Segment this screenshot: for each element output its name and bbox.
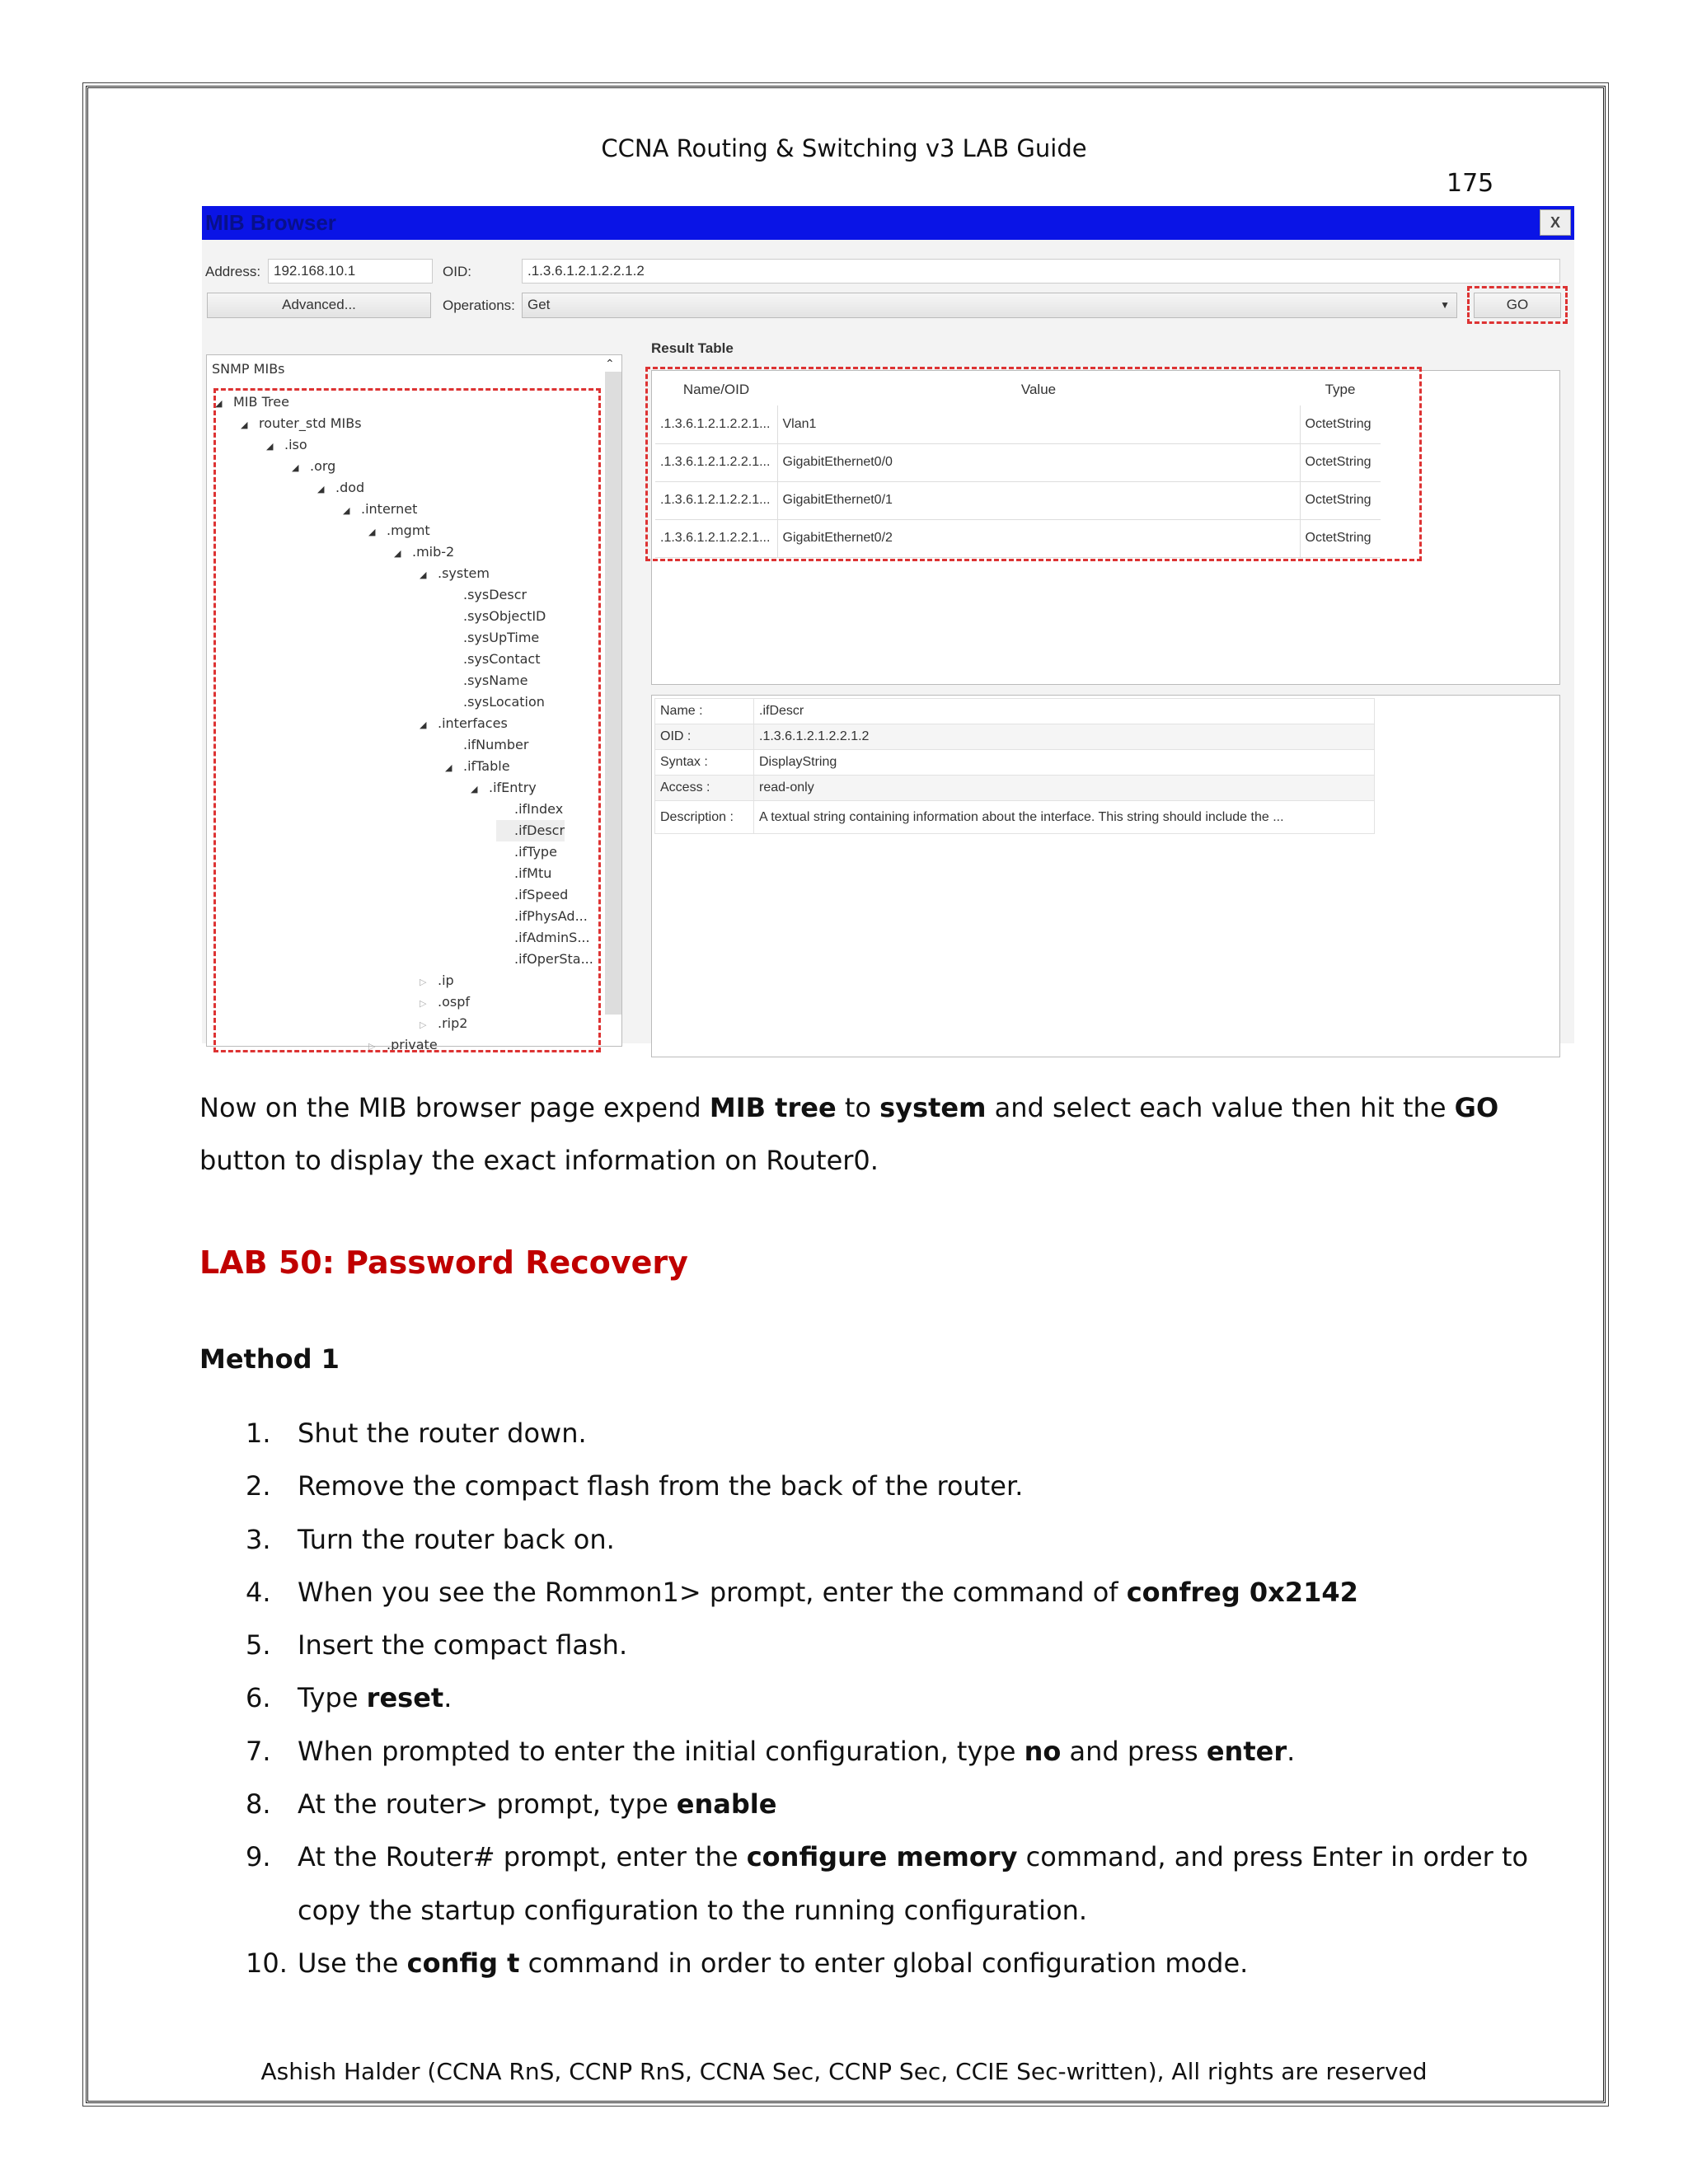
list-item — [246, 1407, 1564, 1460]
tree-node-label: .interfaces — [438, 715, 508, 731]
collapse-arrow-icon[interactable]: ◢ — [241, 419, 248, 430]
bold-text: system — [879, 1092, 987, 1123]
mib-tree-panel — [206, 354, 622, 1052]
text-run: . — [443, 1682, 452, 1714]
lab-title: LAB 50: Password Recovery — [199, 1244, 688, 1281]
list-item — [246, 1778, 1564, 1830]
list-number: 1. — [246, 1418, 271, 1449]
text-run: Type — [298, 1682, 367, 1714]
list-number: 7. — [246, 1735, 271, 1767]
text-run: At the router> prompt, type — [298, 1788, 677, 1821]
detail-value: .ifDescr — [754, 699, 1375, 724]
collapse-arrow-icon[interactable]: ◢ — [215, 398, 223, 409]
table-cell: OctetString — [1300, 443, 1381, 481]
method-heading: Method 1 — [199, 1343, 340, 1375]
text-run: Insert the compact flash. — [298, 1629, 628, 1661]
table-cell: OctetString — [1300, 519, 1381, 557]
table-cell: OctetString — [1300, 405, 1381, 443]
chevron-down-icon: ▼ — [1440, 299, 1450, 311]
go-highlight — [1467, 286, 1568, 324]
detail-value: DisplayString — [754, 750, 1375, 776]
list-item — [246, 1566, 1564, 1619]
text-run: When prompted to enter the initial configuration, type — [298, 1735, 1025, 1767]
list-item — [246, 1513, 1564, 1566]
text-run: and select each value then hit the — [986, 1092, 1455, 1123]
detail-row — [655, 801, 1375, 834]
detail-value: .1.3.6.1.2.1.2.2.1.2 — [754, 724, 1375, 750]
oid-input[interactable]: .1.3.6.1.2.1.2.2.1.2 — [522, 259, 1560, 284]
list-text — [298, 1830, 1564, 1937]
tree-node-label: .dod — [335, 480, 365, 495]
table-cell: GigabitEthernet0/1 — [777, 481, 1300, 519]
tree-node-label: .ifAdminS... — [514, 930, 590, 945]
collapse-arrow-icon[interactable]: ◢ — [317, 484, 325, 494]
tree-node-label: .system — [438, 565, 490, 581]
column-header[interactable]: Name/OID — [682, 382, 750, 397]
close-button[interactable]: X — [1540, 209, 1571, 236]
tree-node-label: .ifSpeed — [514, 887, 569, 902]
tree-node-label: .ospf — [438, 994, 470, 1010]
text-run: Remove the compact flash from the back of the router. — [298, 1470, 1024, 1502]
list-item — [246, 1619, 1564, 1671]
list-text — [298, 1937, 1564, 1990]
detail-value: A textual string containing information about the interface. This string should include the ... — [754, 801, 1375, 834]
expand-arrow-icon[interactable]: ▷ — [420, 998, 427, 1009]
detail-row — [655, 724, 1375, 750]
tree-node-label: router_std MIBs — [259, 415, 362, 431]
detail-value: read-only — [754, 776, 1375, 801]
list-text — [298, 1460, 1564, 1512]
tree-node-label: .ifMtu — [514, 865, 552, 881]
text-run: and press — [1061, 1735, 1207, 1767]
list-number: 3. — [246, 1523, 271, 1555]
tree-node-label: .ifEntry — [489, 780, 537, 795]
list-number: 10. — [246, 1947, 288, 1979]
result-table-label: Result Table — [651, 340, 734, 356]
tree-header: SNMP MIBs — [212, 361, 285, 377]
tree-node-label: .iso — [284, 437, 307, 452]
tree-node-label: .ifNumber — [463, 737, 529, 752]
text-run: Shut the router down. — [298, 1418, 587, 1449]
list-item — [246, 1725, 1564, 1778]
list-number: 5. — [246, 1629, 271, 1661]
table-cell: GigabitEthernet0/2 — [777, 519, 1300, 557]
list-item — [246, 1937, 1564, 1990]
bold-text: configure memory — [746, 1841, 1018, 1873]
bold-text: reset — [366, 1682, 444, 1714]
text-run: command, and press Enter in order to copy the startup configuration to the running configuration. — [298, 1841, 1529, 1926]
address-input[interactable]: 192.168.10.1 — [268, 259, 433, 284]
tree-node-label: .ifTable — [463, 758, 510, 774]
tree-node-label: .ifPhysAd... — [514, 908, 588, 924]
text-run: command in order to enter global configuration mode. — [519, 1947, 1249, 1979]
text-run: . — [1287, 1735, 1296, 1767]
text-run: button to display the exact information on Router0. — [199, 1145, 879, 1176]
steps-list — [246, 1407, 1564, 1990]
collapse-arrow-icon[interactable]: ◢ — [394, 548, 401, 559]
detail-row — [655, 699, 1375, 724]
tree-highlight — [213, 388, 601, 1052]
collapse-arrow-icon[interactable]: ◢ — [420, 719, 427, 730]
tree-node-label: .rip2 — [438, 1015, 468, 1031]
text-run: to — [836, 1092, 880, 1123]
detail-label: OID : — [655, 724, 754, 750]
scrollbar[interactable] — [605, 372, 621, 1015]
expand-arrow-icon[interactable]: ▷ — [420, 1019, 427, 1030]
tree-node-label: .ifOperSta... — [514, 951, 593, 967]
tree-node-label: .private — [387, 1037, 438, 1052]
operations-label: Operations: — [443, 298, 515, 313]
detail-label: Description : — [655, 801, 754, 834]
tree-node-label: .sysName — [463, 673, 528, 688]
scroll-up-icon[interactable]: ⌃ — [605, 357, 615, 370]
detail-row — [655, 750, 1375, 776]
collapse-arrow-icon[interactable]: ◢ — [343, 505, 350, 516]
running-header: CCNA Routing & Switching v3 LAB Guide — [601, 134, 1087, 162]
page-number: 175 — [1447, 169, 1494, 198]
window-title: MIB Browser — [205, 210, 336, 235]
column-header[interactable]: Value — [1020, 382, 1057, 397]
collapse-arrow-icon[interactable]: ◢ — [368, 527, 376, 537]
collapse-arrow-icon[interactable]: ◢ — [420, 569, 427, 580]
tree-node-label: .sysObjectID — [463, 608, 546, 624]
table-cell: GigabitEthernet0/0 — [777, 443, 1300, 481]
tree-node-label: .sysContact — [463, 651, 541, 667]
tree-node-label: .sysLocation — [463, 694, 545, 710]
text-run: Turn the router back on. — [298, 1523, 615, 1555]
table-cell: Vlan1 — [777, 405, 1300, 443]
bold-text: config t — [406, 1947, 520, 1979]
oid-label: OID: — [443, 264, 471, 279]
operations-value: Get — [528, 297, 551, 312]
list-number: 4. — [246, 1576, 271, 1608]
list-text — [298, 1725, 1564, 1778]
tree-node-label: .sysUpTime — [463, 630, 540, 645]
column-header[interactable]: Type — [1325, 382, 1356, 397]
advanced-button[interactable]: Advanced... — [207, 293, 431, 318]
text-run: When you see the Rommon1> prompt, enter the command of — [298, 1576, 1127, 1608]
list-number: 8. — [246, 1788, 271, 1821]
list-text — [298, 1566, 1564, 1619]
detail-label: Access : — [655, 776, 754, 801]
table-cell: .1.3.6.1.2.1.2.2.1... — [655, 405, 777, 443]
instruction-paragraph — [199, 1081, 1592, 1187]
bold-text: enter — [1206, 1735, 1287, 1767]
table-cell: OctetString — [1300, 481, 1381, 519]
tree-node-label: .internet — [361, 501, 418, 517]
bold-text: no — [1024, 1735, 1062, 1767]
tree-node-label: .ifType — [514, 844, 557, 860]
collapse-arrow-icon[interactable]: ◢ — [445, 762, 452, 773]
bold-text: enable — [676, 1788, 777, 1821]
list-item — [246, 1830, 1564, 1937]
list-text — [298, 1778, 1564, 1830]
list-item — [246, 1671, 1564, 1724]
tree-node-label: .mgmt — [387, 523, 430, 538]
list-text — [298, 1671, 1564, 1724]
text-run: Use the — [298, 1947, 407, 1979]
operations-select[interactable] — [522, 293, 1457, 318]
detail-label: Name : — [655, 699, 754, 724]
collapse-arrow-icon[interactable]: ◢ — [471, 784, 478, 794]
list-text — [298, 1407, 1564, 1460]
list-item — [246, 1460, 1564, 1512]
mib-browser-window — [202, 206, 1574, 1052]
text-run: Now on the MIB browser page expend — [199, 1092, 710, 1123]
expand-arrow-icon[interactable]: ▷ — [368, 1041, 376, 1052]
tree-node-label: .ifDescr — [514, 823, 565, 838]
title-bar — [202, 206, 1574, 240]
list-text — [298, 1513, 1564, 1566]
address-label: Address: — [205, 264, 261, 279]
tree-node-label: MIB Tree — [233, 394, 289, 410]
go-button[interactable]: GO — [1474, 293, 1561, 318]
bold-text: GO — [1454, 1092, 1499, 1123]
tree-node-label: .ifIndex — [514, 801, 564, 817]
tree-node-label: .sysDescr — [463, 587, 528, 602]
list-number: 9. — [246, 1841, 271, 1873]
tree-node-label: .mib-2 — [412, 544, 455, 560]
bold-text: confreg 0x2142 — [1126, 1576, 1358, 1608]
list-number: 6. — [246, 1682, 271, 1714]
footer: Ashish Halder (CCNA RnS, CCNP RnS, CCNA Sec, CCNP Sec, CCIE Sec-written), All rights are reserved — [260, 2058, 1428, 2085]
details-table — [654, 698, 1375, 834]
tree-node-label: .ip — [438, 972, 454, 988]
text-run: At the Router# prompt, enter the — [298, 1841, 747, 1873]
detail-row — [655, 776, 1375, 801]
list-text — [298, 1619, 1564, 1671]
table-cell: .1.3.6.1.2.1.2.2.1... — [655, 481, 777, 519]
collapse-arrow-icon[interactable]: ◢ — [266, 441, 274, 452]
result-highlight — [645, 367, 1422, 561]
expand-arrow-icon[interactable]: ▷ — [420, 977, 427, 987]
table-cell: .1.3.6.1.2.1.2.2.1... — [655, 443, 777, 481]
collapse-arrow-icon[interactable]: ◢ — [292, 462, 299, 473]
table-cell: .1.3.6.1.2.1.2.2.1... — [655, 519, 777, 557]
list-number: 2. — [246, 1470, 271, 1502]
detail-label: Syntax : — [655, 750, 754, 776]
details-panel — [651, 695, 1560, 1057]
tree-node-label: .org — [310, 458, 336, 474]
bold-text: MIB tree — [709, 1092, 837, 1123]
